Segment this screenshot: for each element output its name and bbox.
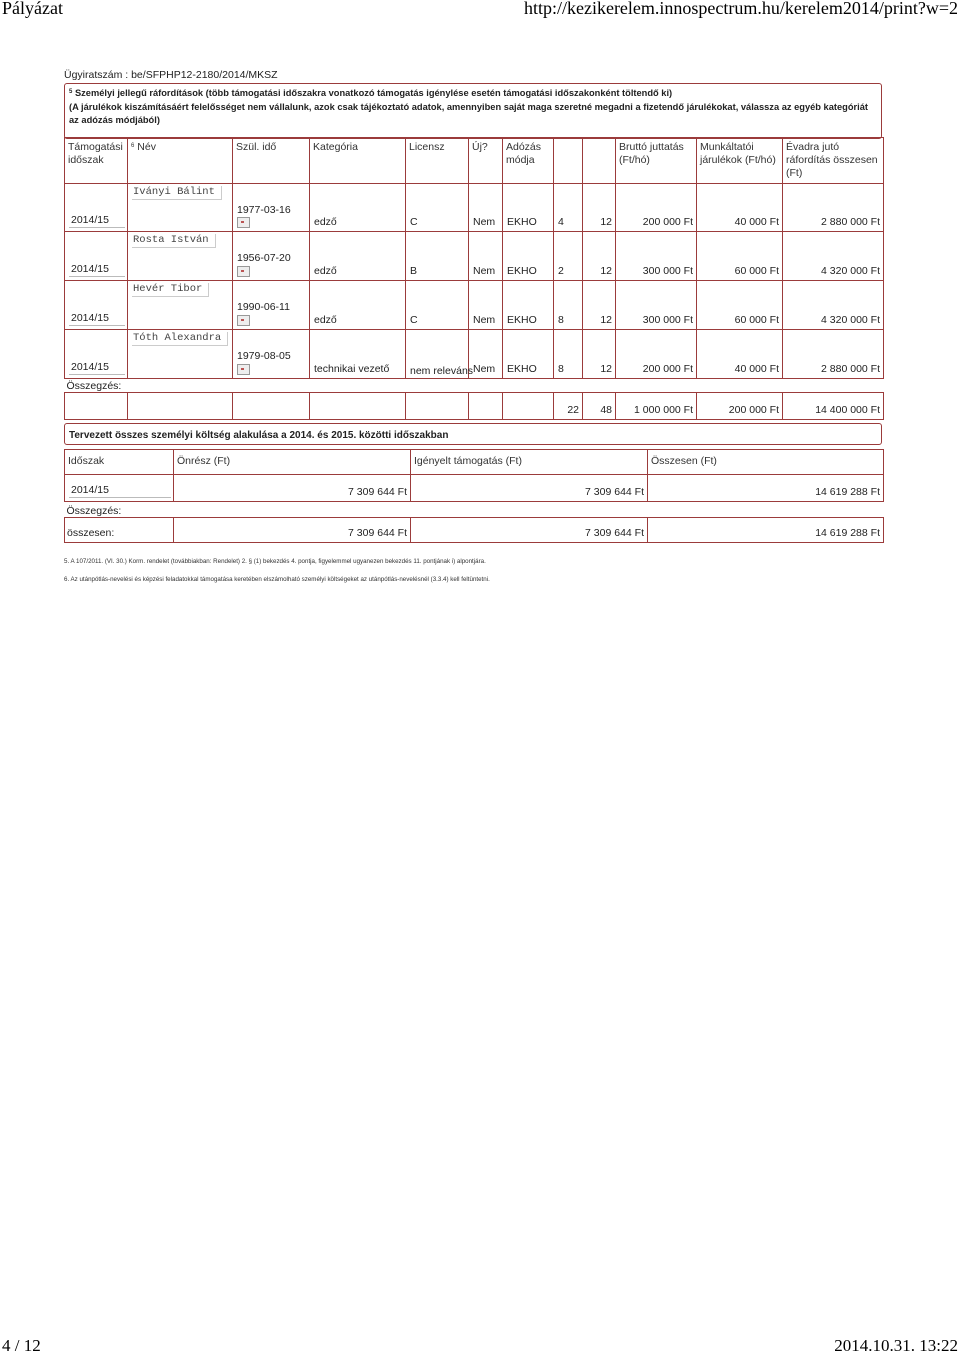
new-field[interactable]: Nem — [473, 216, 496, 228]
months-field[interactable]: 12 — [600, 314, 612, 326]
sum-months-value: 48 — [600, 404, 612, 416]
gross-field[interactable]: 300 000 Ft — [642, 265, 693, 277]
period-field[interactable]: 2014/15 — [69, 361, 125, 375]
col-period: Támogatási időszak — [65, 138, 128, 184]
name-field[interactable]: Iványi Bálint — [132, 186, 222, 200]
season-total-value: 4 320 000 Ft — [821, 314, 880, 326]
case-number: Ügyiratszám : be/SFPHP12-2180/2014/MKSZ — [64, 69, 278, 81]
category-field[interactable]: edző — [314, 216, 337, 228]
months-field[interactable]: 12 — [600, 216, 612, 228]
gross-field[interactable]: 300 000 Ft — [642, 314, 693, 326]
calendar-icon[interactable] — [237, 266, 250, 277]
season-total-value: 2 880 000 Ft — [821, 216, 880, 228]
col-category: Kategória — [310, 138, 406, 184]
table-row — [65, 232, 884, 281]
summary-label-row — [65, 502, 884, 518]
page-number: 4 / 12 — [2, 1336, 41, 1355]
employer-contrib-value: 40 000 Ft — [734, 216, 779, 228]
col-period: Időszak — [65, 450, 174, 475]
section-planned-costs-header — [64, 423, 882, 445]
table-header-row — [65, 138, 884, 184]
sum-employer-value: 200 000 Ft — [728, 404, 779, 416]
sum-total-value: 14 619 288 Ft — [815, 527, 880, 539]
col-birth: Szül. idő — [233, 138, 310, 184]
col-name-label: Név — [137, 141, 156, 153]
license-field[interactable]: nem releváns — [410, 365, 474, 377]
summary-label: Összegzés: — [66, 505, 122, 517]
category-field[interactable]: edző — [314, 265, 337, 277]
count-field[interactable]: 8 — [558, 314, 564, 326]
col-license: Licensz — [406, 138, 469, 184]
col-n2 — [583, 138, 616, 184]
print-datetime: 2014.10.31. 13:22 — [834, 1336, 958, 1355]
section-personal-costs-header — [64, 83, 882, 139]
col-gross: Bruttó juttatás (Ft/hó) — [616, 138, 697, 184]
period-field[interactable]: 2014/15 — [69, 484, 171, 498]
gross-field[interactable]: 200 000 Ft — [642, 216, 693, 228]
summary-row — [65, 393, 884, 420]
requested-value: 7 309 644 Ft — [585, 486, 644, 498]
license-field[interactable]: C — [410, 314, 418, 326]
new-field[interactable]: Nem — [473, 363, 496, 375]
tax-mode-field[interactable]: EKHO — [507, 363, 537, 375]
license-field[interactable]: C — [410, 216, 418, 228]
category-field[interactable]: technikai vezető — [314, 363, 390, 375]
page-header-title: Pályázat — [2, 0, 63, 18]
months-field[interactable]: 12 — [600, 265, 612, 277]
table-row — [65, 330, 884, 379]
period-field[interactable]: 2014/15 — [69, 214, 125, 228]
tax-mode-field[interactable]: EKHO — [507, 216, 537, 228]
footnote-6: 6. Az utánpótlás-nevelési és képzési feladatokkal támogatása keretében elszámolható személyi költségeket az utánpótlás-nevelésnél (3.3.4) kell feltüntetni. — [64, 576, 490, 583]
birth-date-field[interactable]: 1990-06-11 — [237, 301, 290, 313]
col-new: Új? — [469, 138, 503, 184]
birth-date-field[interactable]: 1979-08-05 — [237, 350, 291, 362]
name-field[interactable]: Rosta István — [132, 234, 216, 248]
employer-contrib-value: 60 000 Ft — [734, 314, 779, 326]
footnote-5: 5. A 107/2011. (VI. 30.) Korm. rendelet (továbbiakban: Rendelet) 2. § (1) bekezdés 4. pontja, figyelemmel ugyanezen bekezdés 11. pontjának i) alpontjára. — [64, 558, 486, 565]
col-own: Önrész (Ft) — [174, 450, 411, 475]
count-field[interactable]: 4 — [558, 216, 564, 228]
new-field[interactable]: Nem — [473, 265, 496, 277]
sum-count-value: 22 — [567, 404, 579, 416]
season-total-value: 2 880 000 Ft — [821, 363, 880, 375]
tax-mode-field[interactable]: EKHO — [507, 314, 537, 326]
total-value: 14 619 288 Ft — [815, 486, 880, 498]
section-title-text: Személyi jellegű ráfordítások (több támogatási időszakra vonatkozó támogatás igénylése esetén támogatási időszakonként töltendő ki) — [74, 88, 673, 98]
name-field[interactable]: Hevér Tibor — [132, 283, 209, 297]
col-employer: Munkáltatói járulékok (Ft/hó) — [697, 138, 783, 184]
calendar-icon[interactable] — [237, 217, 250, 228]
new-field[interactable]: Nem — [473, 314, 496, 326]
calendar-icon[interactable] — [237, 364, 250, 375]
sum-label: összesen: — [67, 527, 115, 539]
footnote-ref-5: 5 — [69, 89, 73, 95]
season-total-value: 4 320 000 Ft — [821, 265, 880, 277]
category-field[interactable]: edző — [314, 314, 337, 326]
planned-costs-table — [64, 449, 884, 543]
birth-date-field[interactable]: 1956-07-20 — [237, 252, 291, 264]
personal-costs-table — [64, 137, 884, 420]
period-field[interactable]: 2014/15 — [69, 312, 125, 326]
own-value: 7 309 644 Ft — [348, 486, 407, 498]
employer-contrib-value: 40 000 Ft — [734, 363, 779, 375]
footnote-ref-6: 6 — [131, 143, 135, 149]
sum-requested-value: 7 309 644 Ft — [585, 527, 644, 539]
table-row — [65, 184, 884, 232]
summary-label: Összegzés: — [66, 380, 122, 392]
employer-contrib-value: 60 000 Ft — [734, 265, 779, 277]
sum-gross-value: 1 000 000 Ft — [634, 404, 693, 416]
section-subtitle: (A járulékok kiszámításáért felelősséget nem vállalunk, azok csak tájékoztató adatok, amennyiben saját maga szeretné megadni a fizetendő járulékokat, válassza az egyéb kategóriát az adózás módjából) — [69, 101, 868, 125]
section-title — [69, 87, 873, 128]
page-header-url: http://kezikerelem.innospectrum.hu/kerelem2014/print?w=2 — [523, 0, 958, 18]
summary-row — [65, 518, 884, 543]
col-tax: Adózás módja — [503, 138, 554, 184]
tax-mode-field[interactable]: EKHO — [507, 265, 537, 277]
months-field[interactable]: 12 — [600, 363, 612, 375]
col-season: Évadra jutó ráfordítás összesen (Ft) — [783, 138, 884, 184]
license-field[interactable]: B — [410, 265, 418, 277]
sum-own-value: 7 309 644 Ft — [348, 527, 407, 539]
summary-label-row — [65, 379, 884, 393]
col-n1 — [554, 138, 583, 184]
calendar-icon[interactable] — [237, 315, 250, 326]
section-title: Tervezett összes személyi költség alakulása a 2014. és 2015. közötti időszakban — [69, 430, 449, 441]
col-total: Összesen (Ft) — [648, 450, 884, 475]
table-row — [65, 281, 884, 330]
birth-date-field[interactable]: 1977-03-16 — [237, 204, 291, 216]
table-row — [65, 475, 884, 502]
col-name — [128, 138, 233, 184]
name-field[interactable]: Tóth Alexandra — [132, 332, 228, 346]
sum-season-value: 14 400 000 Ft — [815, 404, 880, 416]
count-field[interactable]: 8 — [558, 363, 564, 375]
gross-field[interactable]: 200 000 Ft — [642, 363, 693, 375]
col-requested: Igényelt támogatás (Ft) — [411, 450, 648, 475]
count-field[interactable]: 2 — [558, 265, 564, 277]
table-header-row — [65, 450, 884, 475]
period-field[interactable]: 2014/15 — [69, 263, 125, 277]
